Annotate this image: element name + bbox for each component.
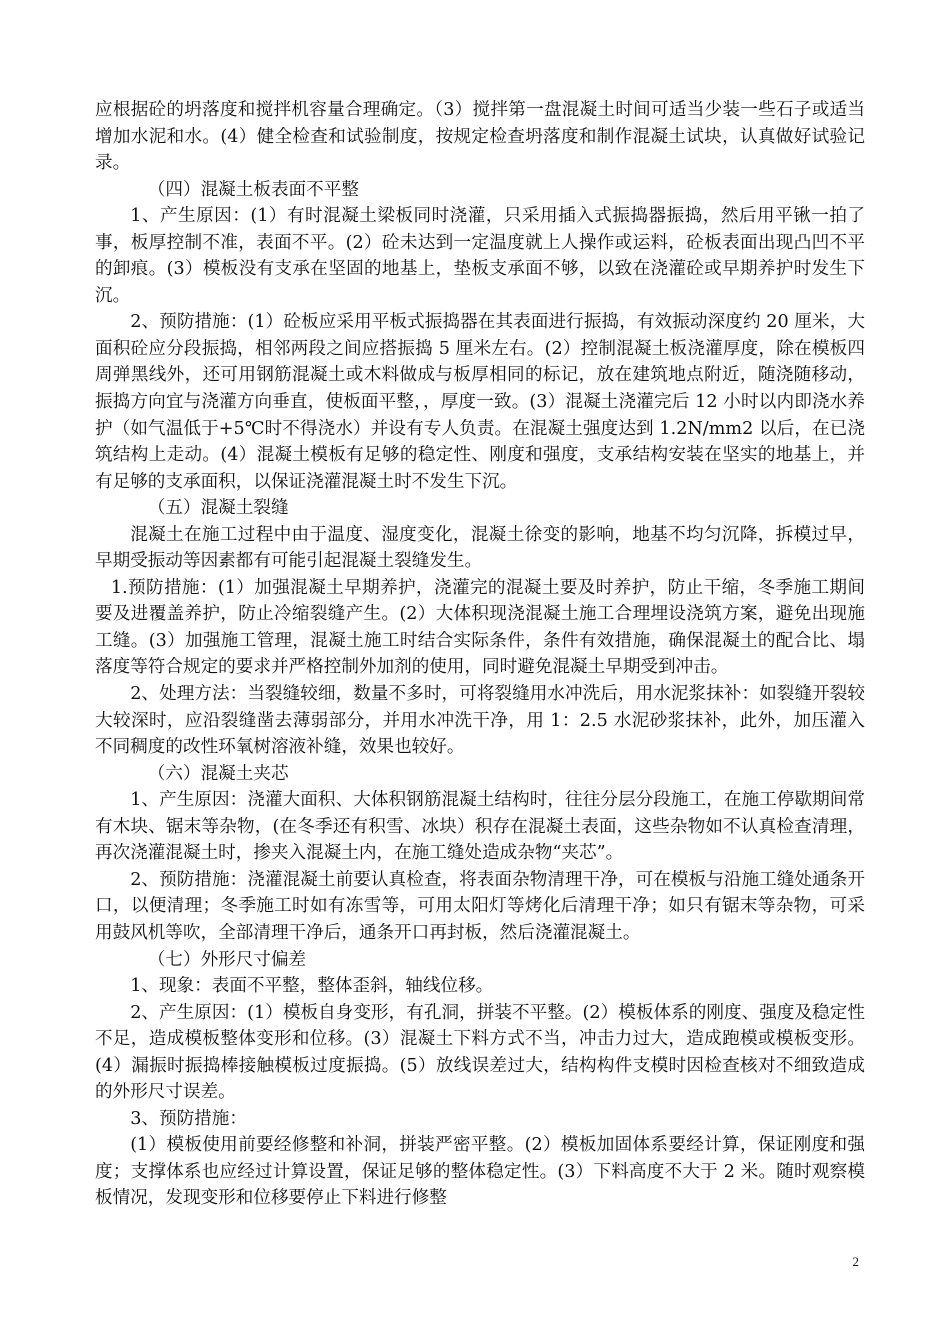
paragraph: 1.预防措施：(1）加强混凝土早期养护，浇灌完的混凝土要及时养护，防止干缩，冬季施工期间要及进覆盖养护，防止冷缩裂缝产生。(2）大体积现浇混凝土施工合理埋设浇筑方案，避免出现施工缝。(3）加强施工管理，混凝土施工时结合实际条件，条件有效措施，确保混凝土的配合比、塌落度等符合规定的要求并严格控制外加剂的使用，同时避免混凝土早期受到冲击。 xyxy=(95,577,865,678)
paragraph: 1、现象：表面不平整，整体歪斜，轴线位移。 xyxy=(130,976,494,997)
paragraph: 2、处理方法：当裂缝较细，数量不多时，可将裂缝用水冲洗后，用水泥浆抹补：如裂缝开裂较大较深时，应沿裂缝凿去薄弱部分，并用水冲洗干净，用 1：2.5 水泥砂浆抹补，此外，加压灌入不同稠度的改性环氧树溶液补缝，效果也较好。 xyxy=(95,684,865,758)
paragraph: 2、预防措施：(1）砼板应采用平板式振捣器在其表面进行振捣，有效振动深度约 20 厘米，大面积砼应分段振捣，相邻两段之间应搭振捣 5 厘米左右。(2）控制混凝土板浇灌厚度，除在模板四周弹黑线外，还可用钢筋混凝土或木料做成与板厚相同的标记，放在建筑地点附近，随浇随移动，振捣方向宜与浇灌方向垂直，使板面平整，，厚度一致。(3）混凝土浇灌完后 12 小时以内即浇水养护（如气温低于+5℃时不得浇水）并设有专人负责。在混凝土强度达到 1.2N/mm2 以后，在已浇筑结构上走动。(4）混凝土模板有足够的稳定性、刚度和强度，支承结构安装在坚实的地基上，并有足够的支承面积，以保证浇灌混凝土时不发生下沉。 xyxy=(95,312,865,492)
section-heading-7: （七）外形尺寸偏差 xyxy=(147,949,307,970)
paragraph: (1）模板使用前要经修整和补洞，拼装严密平整。(2）模板加固体系要经计算，保证刚度和强度；支撑体系也应经过计算设置，保证足够的整体稳定性。(3）下料高度不大于 2 米。随时观察模板情况，发现变形和位移要停止下料进行修整 xyxy=(95,1135,865,1209)
paragraph: 2、产生原因：(1）模板自身变形，有孔洞，拼装不平整。(2）模板体系的刚度、强度及稳定性不足，造成模板整体变形和位移。(3）混凝土下料方式不当，冲击力过大，造成跑模或模板变形。(4）漏振时振捣棒接触模板过度振捣。(5）放线误差过大，结构构件支模时因检查核对不细致造成的外形尺寸误差。 xyxy=(95,1002,865,1103)
document-body xyxy=(95,97,865,1212)
paragraph: 3、预防措施： xyxy=(130,1108,247,1129)
page-number: 2 xyxy=(852,1254,859,1269)
section-heading-4: （四）混凝土板表面不平整 xyxy=(147,179,359,200)
paragraph: 混凝土在施工过程中由于温度、湿度变化，混凝土徐变的影响，地基不均匀沉降，拆模过早，早期受振动等因素都有可能引起混凝土裂缝发生。 xyxy=(95,524,865,572)
paragraph: 2、预防措施：浇灌混凝土前要认真检查，将表面杂物清理干净，可在模板与沿施工缝处通条开口，以便清理；冬季施工时如有冻雪等，可用太阳灯等烤化后清理干净；如只有锯末等杂物，可采用鼓风机等吹，全部清理干净后，通条开口再封板，然后浇灌混凝土。 xyxy=(95,869,865,943)
paragraph: 应根据砼的坍落度和搅拌机容量合理确定。（3）搅拌第一盘混凝土时间可适当少装一些石子或适当增加水泥和水。(4）健全检查和试验制度，按规定检查坍落度和制作混凝土试块，认真做好试验记录。 xyxy=(95,100,865,174)
section-heading-6: （六）混凝土夹芯 xyxy=(147,763,289,784)
paragraph: 1、产生原因：浇灌大面积、大体积钢筋混凝土结构时，往往分层分段施工，在施工停歇期间常有木块、锯末等杂物，(在冬季还有积雪、冰块）积存在混凝土表面，这些杂物如不认真检查清理，再次浇灌混凝土时，掺夹入混凝土内，在施工缝处造成杂物“夹芯”。 xyxy=(95,790,865,864)
paragraph: 1、产生原因：(1）有时混凝土梁板同时浇灌，只采用插入式振捣器振捣，然后用平锹一拍了事，板厚控制不准，表面不平。(2）砼未达到一定温度就上人操作或运料，砼板表面出现凸凹不平的卸痕。(3）模板没有支承在坚固的地基上，垫板支承面不够，以致在浇灌砼或早期养护时发生下沉。 xyxy=(95,206,865,306)
section-heading-5: （五）混凝土裂缝 xyxy=(147,498,289,519)
